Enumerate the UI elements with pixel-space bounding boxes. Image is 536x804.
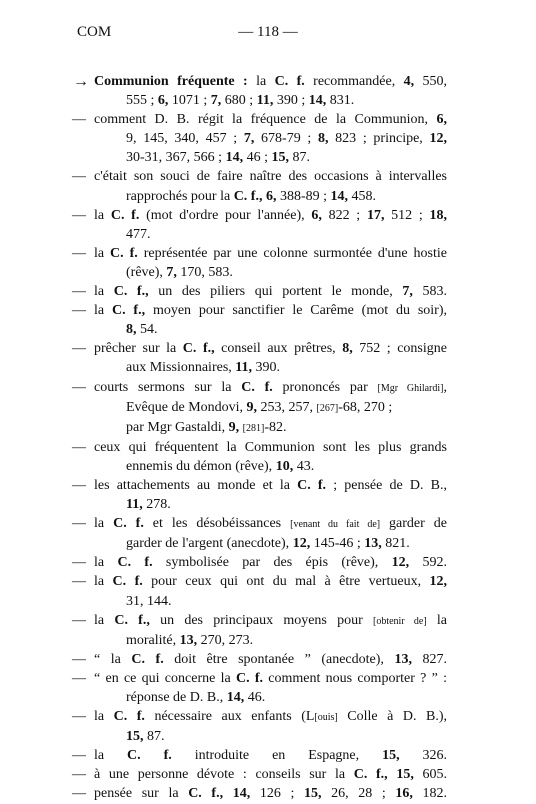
entry-line: la C. f. (mot d'ordre pour l'année), 6, 822 ; 17, 512 ; 18,	[94, 207, 448, 223]
entry-continuation: 30-31, 367, 566 ; 14, 46 ; 15, 87.	[126, 150, 310, 166]
entry-continuation: 8, 54.	[126, 322, 158, 338]
entry-line: courts sermons sur la C. f. prononcés par [Mgr Ghilardi],	[94, 379, 447, 395]
entry-dash: —	[72, 245, 86, 261]
index-entry	[0, 282, 536, 301]
entry-line: à une personne dévote : conseils sur la C. f., 15, 605.	[94, 767, 447, 783]
index-entry	[0, 110, 536, 167]
entry-line: la C. f. nécessaire aux enfants (L[ouis] Colle à D. B.),	[94, 709, 447, 725]
entry-line: la C. f. et les désobéissances [venant du fait de] garder de	[94, 516, 447, 532]
index-entry	[0, 765, 536, 784]
entry-continuation: rapprochés pour la C. f., 6, 388-89 ; 14, 458.	[126, 188, 377, 204]
entry-line: les attachements au monde et la C. f. ; pensée de D. B.,	[94, 477, 447, 493]
arrow-icon: →	[73, 73, 89, 90]
index-entry	[0, 167, 536, 205]
entry-dash: —	[72, 341, 86, 357]
entry-dash: —	[72, 207, 86, 223]
index-entry	[0, 72, 536, 110]
entry-dash: —	[72, 786, 86, 802]
entry-continuation: réponse de D. B., 14, 46.	[126, 690, 266, 705]
index-entry	[0, 476, 536, 514]
entry-line: “ en ce qui concerne la C. f. comment nous comporter ? ” :	[94, 670, 447, 686]
index-entry	[0, 669, 536, 707]
entry-continuation: 555 ; 6, 1071 ; 7, 680 ; 11, 390 ; 14, 831.	[126, 93, 355, 109]
entry-continuation: ennemis du démon (rêve), 10, 43.	[126, 458, 315, 474]
entry-line: la C. f., un des piliers qui portent le monde, 7, 583.	[94, 284, 447, 300]
entry-continuation: garder de l'argent (anecdote), 12, 145-46 ; 13, 821.	[126, 536, 410, 552]
index-entries	[0, 72, 536, 804]
entry-dash: —	[72, 670, 86, 686]
entry-line: comment D. B. régit la fréquence de la Communion, 6,	[94, 112, 447, 128]
index-entry	[0, 611, 536, 650]
entry-dash: —	[72, 748, 86, 764]
running-head: COM	[77, 24, 112, 40]
index-entry	[0, 514, 536, 553]
entry-continuation: 11, 278.	[126, 497, 171, 513]
index-entry	[0, 339, 536, 377]
entry-continuation: 15, 87.	[126, 729, 165, 745]
index-entry	[0, 438, 536, 476]
page-number: — 118 —	[238, 24, 298, 40]
index-entry	[0, 784, 536, 803]
entry-continuation: Evêque de Mondovi, 9, 253, 257, [267]-68, 270 ;	[126, 399, 393, 415]
index-entry	[0, 378, 536, 438]
entry-dash: —	[72, 439, 86, 455]
index-entry	[0, 244, 536, 282]
entry-line: Communion fréquente : la C. f. recommandée, 4, 550,	[94, 74, 447, 89]
entry-dash: —	[72, 379, 86, 395]
index-entry	[0, 746, 536, 765]
index-entry	[0, 553, 536, 572]
entry-line: la C. f., moyen pour sanctifier le Carême (mot du soir),	[94, 303, 447, 319]
index-entry	[0, 301, 536, 339]
entry-continuation: aux Missionnaires, 11, 390.	[126, 360, 280, 376]
entry-continuation: (rêve), 7, 170, 583.	[126, 264, 233, 280]
index-entry	[0, 650, 536, 669]
entry-line: prêcher sur la C. f., conseil aux prêtres, 8, 752 ; consigne	[94, 341, 447, 357]
entry-line: la C. f. symbolisée par des épis (rêve), 12, 592.	[94, 555, 448, 571]
entry-line: la C. f., un des principaux moyens pour [obtenir de] la	[94, 612, 447, 628]
entry-continuation: 477.	[126, 226, 151, 242]
entry-dash: —	[72, 651, 86, 667]
entry-dash: —	[72, 477, 86, 493]
entry-dash: —	[72, 555, 86, 571]
entry-line: “ la C. f. doit être spontanée ” (anecdote), 13, 827.	[94, 651, 447, 667]
entry-dash: —	[72, 767, 86, 783]
entry-dash: —	[72, 516, 86, 532]
entry-dash: —	[72, 709, 86, 725]
entry-line: la C. f. pour ceux qui ont du mal à être vertueux, 12,	[94, 574, 447, 590]
entry-continuation: 31, 144.	[126, 593, 172, 609]
entry-dash: —	[72, 112, 86, 128]
entry-line: pensée sur la C. f., 14, 126 ; 15, 26, 28 ; 16, 182.	[94, 786, 447, 802]
index-entry	[0, 707, 536, 746]
entry-continuation: par Mgr Gastaldi, 9, [281]-82.	[126, 419, 287, 435]
index-entry	[0, 206, 536, 244]
entry-dash: —	[72, 303, 86, 319]
entry-line: la C. f. introduite en Espagne, 15, 326.	[94, 748, 448, 764]
entry-heading: Communion fréquente :	[94, 74, 248, 89]
entry-dash: —	[72, 284, 86, 300]
entry-continuation: moralité, 13, 270, 273.	[126, 632, 254, 648]
entry-dash: —	[72, 574, 86, 590]
entry-dash: —	[72, 169, 86, 185]
entry-line: la C. f. représentée par une colonne surmontée d'une hostie	[94, 245, 447, 261]
entry-line: ceux qui fréquentent la Communion sont les plus grands	[94, 439, 447, 455]
page-header	[0, 24, 536, 44]
entry-continuation: 9, 145, 340, 457 ; 7, 678-79 ; 8, 823 ; principe, 12,	[126, 131, 447, 147]
entry-line: c'était son souci de faire naître des occasions à intervalles	[94, 169, 447, 185]
index-entry	[0, 572, 536, 610]
entry-dash: —	[72, 612, 86, 628]
